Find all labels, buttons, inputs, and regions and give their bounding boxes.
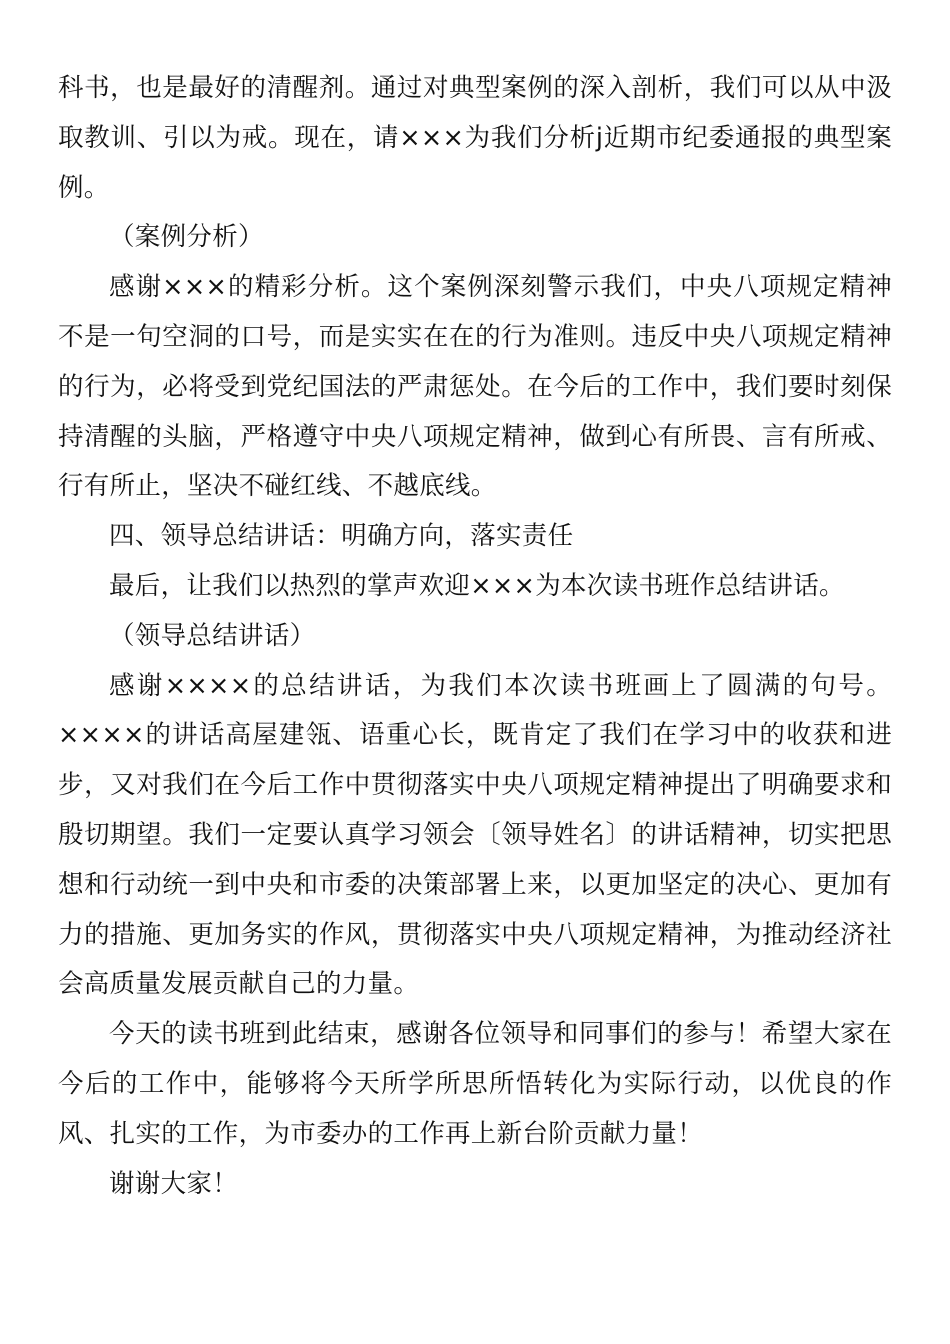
paragraph-leader-speech-note: （领导总结讲话） [109,620,316,651]
paragraph-leader-speech-thanks: 感谢××××的总结讲话，为我们本次读书班画上了圆满的句号。××××的讲话高屋建瓴、语重心长，既肯定了我们在学习中的收获和进步，又对我们在今后工作中贯彻落实中央八项规定精神提出了明确要求和殷切期望。我们一定要认真学习领会〔领导姓名〕的讲话精神，切实把思想和行动统一到中央和市委的决策部署上来，以更加坚定的决心、更加有力的措施、更加务实的作风，贯彻落实中央八项规定精神，为推动经济社会高质量发展贡献自己的力量。 [58,670,892,1000]
paragraph-closing: 今天的读书班到此结束，感谢各位领导和同事们的参与！希望大家在今后的工作中，能够将今天所学所思所悟转化为实际行动，以优良的作风、扎实的工作，为市委办的工作再上新台阶贡献力量！ [58,1019,892,1149]
paragraph-leader-invite: 最后，让我们以热烈的掌声欢迎×××为本次读书班作总结讲话。 [109,570,845,601]
paragraph-case-analysis-thanks: 感谢×××的精彩分析。这个案例深刻警示我们，中央八项规定精神不是一句空洞的口号，而是实实在在的行为准则。违反中央八项规定精神的行为，必将受到党纪国法的严肃惩处。在今后的工作中，我们要时刻保持清醒的头脑，严格遵守中央八项规定精神，做到心有所畏、言有所戒、行有所止，坚决不碰红线、不越底线。 [58,272,892,502]
document-body [58,64,892,1209]
paragraph-case-analysis-note: （案例分析） [109,222,264,253]
paragraph-case-intro-continued: 科书，也是最好的清醒剂。通过对典型案例的深入剖析，我们可以从中汲取教训、引以为戒。现在，请×××为我们分析j近期市纪委通报的典型案例。 [58,73,892,203]
section-heading-leader-summary: 四、领导总结讲话：明确方向，落实责任 [109,521,574,552]
paragraph-thank-you: 谢谢大家！ [109,1168,239,1199]
